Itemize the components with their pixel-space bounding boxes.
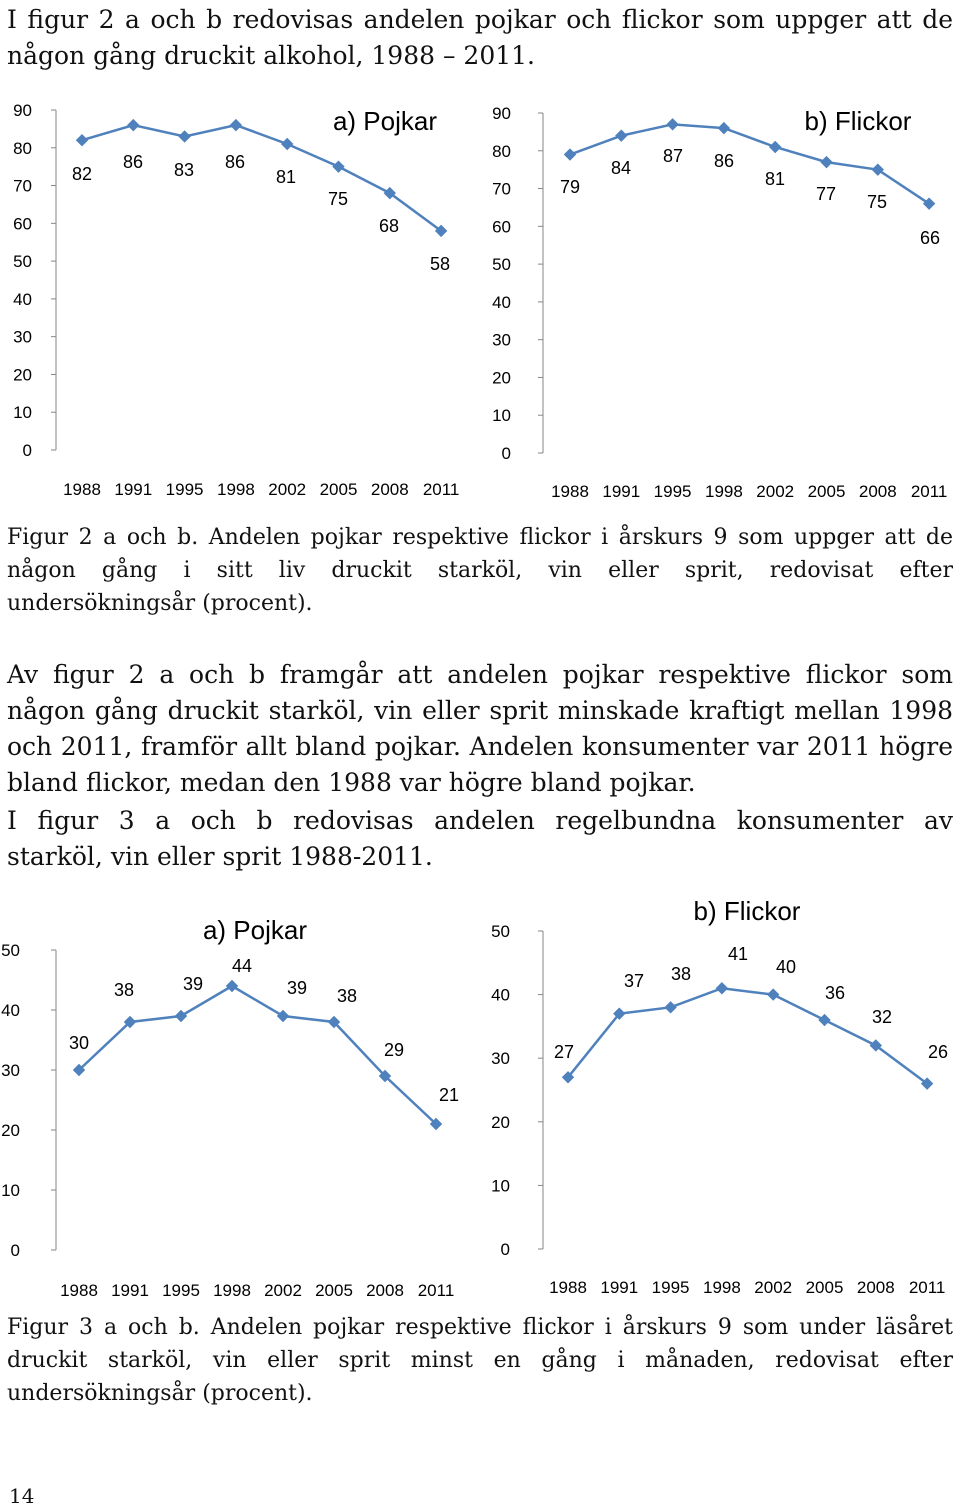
data-label: 81 [764, 169, 786, 189]
data-label: 75 [327, 189, 349, 209]
data-label: 37 [623, 971, 645, 991]
data-label: 87 [662, 146, 684, 166]
intro-text: I figur 2 a och b redovisas andelen pojkar och flickor som uppger att de någon gång druckit alkohol, 1988 – 2011. [7, 5, 953, 70]
data-label: 38 [336, 986, 358, 1006]
data-label: 81 [275, 167, 297, 187]
y-tick-label: 10 [491, 1176, 510, 1196]
x-tick-label: 2011 [910, 482, 948, 501]
y-tick-label: 40 [1, 1001, 20, 1020]
x-tick-label: 2008 [856, 1278, 895, 1297]
x-tick-label: 1998 [216, 480, 255, 499]
x-tick-label: 1998 [702, 1278, 741, 1297]
data-label: 75 [866, 192, 888, 212]
data-label: 40 [775, 957, 797, 977]
y-tick-label: 10 [1, 1181, 20, 1200]
series-line [568, 988, 927, 1083]
y-tick-label: 20 [491, 1112, 510, 1132]
data-label: 38 [113, 980, 135, 1000]
y-tick-label: 50 [492, 255, 511, 275]
y-tick-label: 0 [501, 444, 511, 463]
y-tick-label: 30 [1, 1061, 20, 1080]
x-tick-label: 2005 [319, 480, 358, 499]
y-tick-label: 60 [492, 217, 511, 237]
figure2-caption-line1: Figur 2 a och b. Andelen pojkar respektive flickor i årskurs 9 som uppger att de [7, 525, 953, 550]
x-tick-label: 1991 [602, 482, 641, 501]
y-tick-label: 90 [13, 101, 32, 120]
x-tick-label: 1988 [549, 1278, 587, 1297]
chart-title: b) Flickor [693, 896, 801, 926]
x-tick-label: 1991 [600, 1278, 639, 1297]
x-tick-label: 1988 [63, 480, 101, 499]
y-tick-label: 80 [492, 141, 511, 161]
y-tick-label: 50 [491, 922, 510, 941]
data-label: 30 [68, 1033, 90, 1053]
x-tick-label: 1991 [114, 480, 153, 499]
y-tick-label: 60 [13, 214, 32, 234]
data-point [665, 1002, 676, 1013]
figure2-caption-line2: någon gång i sitt liv druckit starköl, vin eller sprit, redovisat efter [7, 558, 953, 583]
y-tick-label: 20 [13, 365, 32, 385]
y-tick-label: 30 [13, 327, 32, 347]
body-paragraph-2-line1: I figur 3 a och b redovisas andelen regelbundna konsumenter av [7, 806, 953, 835]
x-tick-label: 1988 [551, 482, 589, 501]
body-paragraph-2-line2: starköl, vin eller sprit 1988-2011. [7, 842, 433, 871]
y-tick-label: 80 [13, 138, 32, 158]
data-label: 29 [383, 1040, 405, 1060]
data-label: 66 [919, 228, 941, 248]
data-label: 58 [429, 254, 451, 274]
x-tick-label: 2008 [370, 480, 409, 499]
y-tick-label: 70 [13, 176, 32, 196]
x-tick-label: 1995 [653, 482, 692, 501]
data-label: 86 [224, 152, 246, 172]
data-label: 21 [438, 1085, 460, 1105]
data-label: 44 [231, 956, 253, 976]
y-tick-label: 20 [492, 368, 511, 388]
y-tick-label: 30 [492, 330, 511, 350]
data-label: 26 [927, 1042, 949, 1062]
x-tick-label: 2002 [754, 1278, 793, 1297]
page-number: 14 [9, 1484, 35, 1508]
data-label: 41 [727, 944, 749, 964]
data-label: 86 [713, 151, 735, 171]
x-tick-label: 2008 [366, 1281, 404, 1300]
data-label: 39 [286, 978, 308, 998]
y-tick-label: 10 [13, 403, 32, 423]
x-tick-label: 2002 [756, 482, 795, 501]
figure3-caption-line3: undersökningsår (procent). [7, 1381, 313, 1406]
data-label: 68 [378, 216, 400, 236]
y-tick-label: 40 [492, 292, 511, 312]
y-tick-label: 30 [491, 1049, 510, 1069]
data-label: 32 [871, 1007, 893, 1027]
data-label: 79 [559, 177, 581, 197]
y-tick-label: 10 [492, 406, 511, 426]
body-paragraph-1: Av figur 2 a och b framgår att andelen pojkar respektive flickor som någon gång druckit starköl, vin eller sprit minskade kraftigt mellan 1998 och 2011, framför allt bland pojkar. Andelen konsumenter var 2011 högre bland flickor, medan den 1988 var högre bland pojkar. [7, 660, 953, 797]
data-point [819, 1015, 830, 1026]
x-tick-label: 2005 [807, 482, 846, 501]
figure2-caption-line3: undersökningsår (procent). [7, 591, 313, 616]
data-label: 38 [670, 964, 692, 984]
data-point [768, 989, 779, 1000]
chart-title: a) Pojkar [332, 106, 438, 136]
data-label: 27 [553, 1042, 575, 1062]
x-tick-label: 2002 [264, 1281, 302, 1300]
y-tick-label: 90 [492, 104, 511, 123]
y-tick-label: 20 [1, 1121, 20, 1140]
y-tick-label: 40 [491, 985, 510, 1005]
x-tick-label: 1995 [165, 480, 204, 499]
y-tick-label: 0 [500, 1240, 510, 1259]
data-label: 83 [173, 160, 195, 180]
x-tick-label: 2005 [315, 1281, 353, 1300]
y-tick-label: 0 [10, 1241, 20, 1260]
x-tick-label: 2011 [422, 480, 460, 499]
x-tick-label: 1998 [213, 1281, 251, 1300]
chart-title: a) Pojkar [202, 915, 308, 945]
data-point [716, 983, 727, 994]
x-tick-label: 2002 [268, 480, 307, 499]
x-tick-label: 1995 [162, 1281, 200, 1300]
data-label: 84 [610, 158, 632, 178]
y-tick-label: 40 [13, 289, 32, 309]
x-tick-label: 2011 [908, 1278, 946, 1297]
data-label: 39 [182, 974, 204, 994]
data-label: 36 [824, 983, 846, 1003]
chart-title: b) Flickor [804, 106, 912, 136]
figure3-caption-line2: druckit starköl, vin eller sprit minst en gång i månaden, redovisat efter [7, 1348, 953, 1373]
x-tick-label: 1991 [111, 1281, 149, 1300]
data-label: 77 [815, 184, 837, 204]
figure3-caption-line1: Figur 3 a och b. Andelen pojkar respektive flickor i årskurs 9 som under läsåret [7, 1315, 953, 1340]
data-label: 86 [122, 152, 144, 172]
y-tick-label: 0 [22, 441, 32, 460]
x-tick-label: 2008 [858, 482, 897, 501]
x-tick-label: 1988 [60, 1281, 98, 1300]
y-tick-label: 50 [1, 941, 20, 960]
data-label: 82 [71, 164, 93, 184]
x-tick-label: 1998 [704, 482, 743, 501]
x-tick-label: 2005 [805, 1278, 844, 1297]
x-tick-label: 1995 [651, 1278, 690, 1297]
y-tick-label: 70 [492, 179, 511, 199]
x-tick-label: 2011 [417, 1281, 455, 1300]
y-tick-label: 50 [13, 252, 32, 272]
